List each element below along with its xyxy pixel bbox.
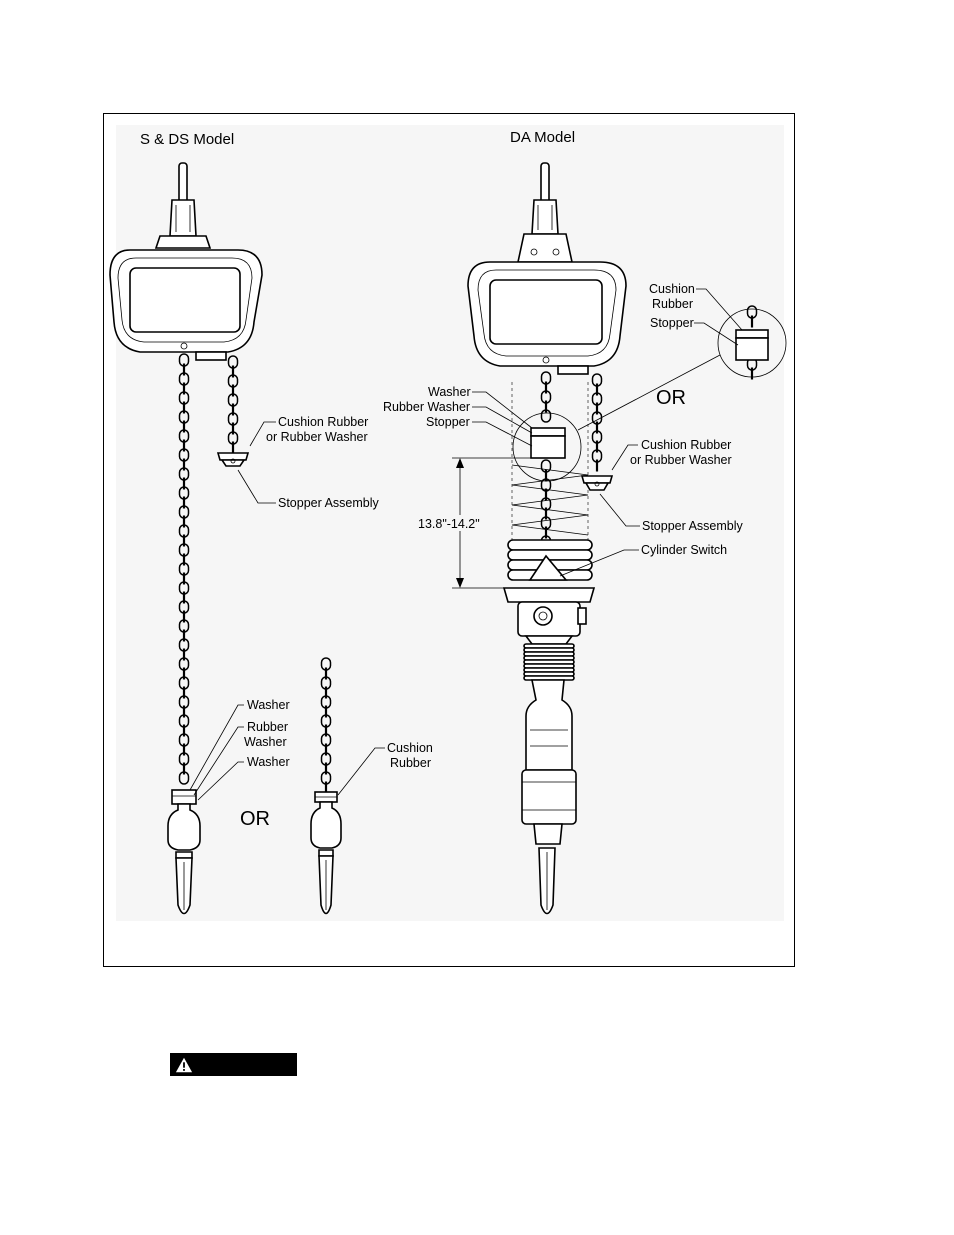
label-da-or-rubber-washer: or Rubber Washer [630, 453, 732, 467]
label-da-stopper-assembly: Stopper Assembly [642, 519, 743, 533]
title-da-model: DA Model [510, 129, 576, 146]
label-da-stopper-2: Stopper [426, 415, 470, 429]
label-rubber-alt: Rubber [390, 756, 431, 770]
label-cushion-rubber: Cushion Rubber [278, 415, 369, 429]
or-left: OR [240, 808, 270, 830]
title-s-ds-model: S & DS Model [140, 131, 235, 148]
label-da-rubber-washer: Rubber Washer [383, 400, 471, 414]
label-cylinder-switch: Cylinder Switch [641, 543, 728, 557]
label-da-cushion: Cushion [649, 282, 695, 296]
label-washer-bottom: Washer [247, 755, 290, 769]
label-or-rubber-washer: or Rubber Washer [266, 430, 368, 444]
label-da-rubber: Rubber [652, 297, 693, 311]
label-da-cushion-rubber: Cushion Rubber [641, 438, 732, 452]
dimension-label: 13.8"-14.2" [418, 517, 480, 531]
label-rubber-washer-word: Washer [244, 735, 287, 749]
label-da-washer: Washer [428, 385, 471, 399]
label-stopper-assembly: Stopper Assembly [278, 496, 379, 510]
warning-banner [170, 1053, 297, 1076]
label-cushion: Cushion [387, 741, 433, 755]
or-right: OR [656, 387, 686, 409]
label-da-stopper: Stopper [650, 316, 694, 330]
label-washer-top: Washer [247, 698, 290, 712]
warning-icon [175, 1056, 193, 1074]
label-rubber: Rubber [247, 720, 288, 734]
